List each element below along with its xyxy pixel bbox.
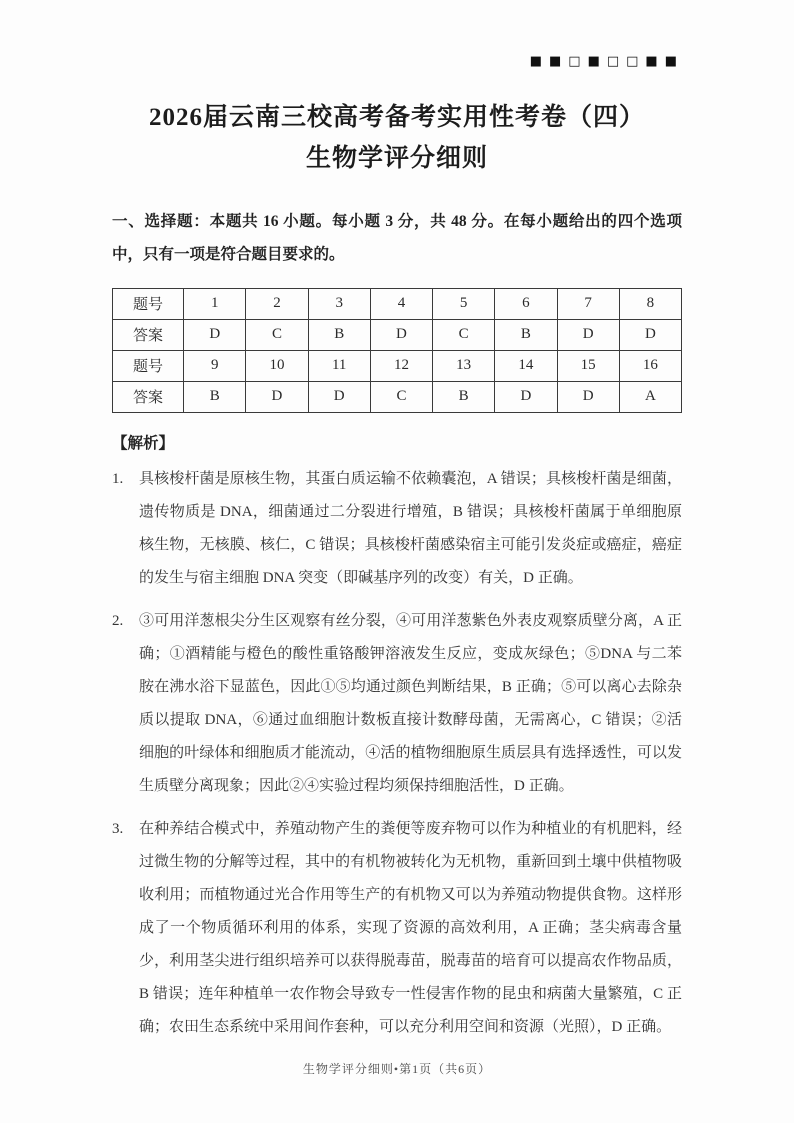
table-cell: D bbox=[370, 319, 432, 350]
table-cell: 15 bbox=[557, 350, 619, 381]
exam-title: 2026届云南三校高考备考实用性考卷（四） bbox=[148, 104, 645, 131]
table-cell: D bbox=[557, 319, 619, 350]
table-cell: 答案 bbox=[113, 319, 184, 350]
table-cell: 14 bbox=[495, 350, 557, 381]
table-cell: B bbox=[184, 381, 246, 412]
item-text: 在种养结合模式中，养殖动物产生的粪便等废弃物可以作为种植业的有机肥料，经过微生物的分解等过程，其中的有机物被转化为无机物，重新回到土壤中供植物吸收利用；而植物通过光合作用等生产的有机物又可以为养殖动物提供食物。这样形成了一个物质循环利用的体系，实现了资源的高效利用，A 正确；茎尖病毒含量少，利用茎尖进行组织培养可以获得脱毒苗，脱毒苗的培育可以提高农作物品质，B 错误；连年种植单一农作物会导致专一性侵害作物的昆虫和病菌大量繁殖，C 正确；农田生态系统中采用间作套种，可以充分利用空间和资源（光照），D 正确。 bbox=[139, 820, 682, 1035]
table-cell: B bbox=[433, 381, 495, 412]
title-block bbox=[112, 0, 682, 179]
analysis-item bbox=[112, 813, 682, 1044]
item-number: 2. bbox=[112, 612, 124, 629]
analysis-item bbox=[112, 605, 682, 803]
table-row bbox=[113, 381, 682, 412]
page-footer: 生物学评分细则•第1页（共6页） bbox=[302, 1062, 492, 1076]
table-cell: 题号 bbox=[113, 288, 184, 319]
print-registration-marks: ■■□■□□■■ bbox=[529, 54, 684, 69]
table-cell: B bbox=[495, 319, 557, 350]
table-cell: C bbox=[370, 381, 432, 412]
table-cell: D bbox=[557, 381, 619, 412]
table-cell: D bbox=[495, 381, 557, 412]
table-cell: 答案 bbox=[113, 381, 184, 412]
table-cell: A bbox=[619, 381, 681, 412]
table-cell: 7 bbox=[557, 288, 619, 319]
table-cell: D bbox=[308, 381, 370, 412]
analysis-item bbox=[112, 463, 682, 595]
table-cell: C bbox=[433, 319, 495, 350]
table-cell: 2 bbox=[246, 288, 308, 319]
table-cell: 11 bbox=[308, 350, 370, 381]
choice-section-intro: 一、选择题：本题共 16 小题。每小题 3 分，共 48 分。在每小题给出的四个选项中，只有一项是符合题目要求的。 bbox=[112, 213, 682, 264]
table-row bbox=[113, 288, 682, 319]
analysis-header: 【解析】 bbox=[112, 434, 175, 452]
table-cell: D bbox=[246, 381, 308, 412]
table-cell: 题号 bbox=[113, 350, 184, 381]
table-cell: 1 bbox=[184, 288, 246, 319]
table-cell: 5 bbox=[433, 288, 495, 319]
table-row bbox=[113, 319, 682, 350]
table-cell: D bbox=[619, 319, 681, 350]
item-text: 具核梭杆菌是原核生物，其蛋白质运输不依赖囊泡，A 错误；具核梭杆菌是细菌，遗传物质是 DNA，细菌通过二分裂进行增殖，B 错误；具核梭杆菌属于单细胞原核生物，无核膜、核仁，C 错误；具核梭杆菌感染宿主可能引发炎症或癌症，癌症的发生与宿主细胞 DNA 突变（即碱基序列的改变）有关，D 正确。 bbox=[139, 470, 682, 586]
item-number: 1. bbox=[112, 470, 124, 487]
table-cell: 6 bbox=[495, 288, 557, 319]
table-cell: 16 bbox=[619, 350, 681, 381]
table-cell: 3 bbox=[308, 288, 370, 319]
item-number: 3. bbox=[112, 820, 124, 837]
table-cell: 12 bbox=[370, 350, 432, 381]
table-cell: 8 bbox=[619, 288, 681, 319]
table-cell: 10 bbox=[246, 350, 308, 381]
table-cell: C bbox=[246, 319, 308, 350]
answer-key-table bbox=[112, 288, 682, 413]
table-cell: 13 bbox=[433, 350, 495, 381]
table-cell: D bbox=[184, 319, 246, 350]
subject-title: 生物学评分细则 bbox=[305, 144, 488, 172]
table-cell: B bbox=[308, 319, 370, 350]
table-cell: 9 bbox=[184, 350, 246, 381]
item-text: ③可用洋葱根尖分生区观察有丝分裂，④可用洋葱紫色外表皮观察质壁分离，A 正确；①酒精能与橙色的酸性重铬酸钾溶液发生反应，变成灰绿色；⑤DNA 与二苯胺在沸水浴下显蓝色，因此①⑤均通过颜色判断结果，B 正确；⑤可以离心去除杂质以提取 DNA，⑥通过血细胞计数板直接计数酵母菌，无需离心，C 错误；②活细胞的叶绿体和细胞质才能流动，④活的植物细胞原生质层具有选择透性，可以发生质壁分离现象；因此②④实验过程均须保持细胞活性，D 正确。 bbox=[139, 612, 682, 794]
table-cell: 4 bbox=[370, 288, 432, 319]
table-row bbox=[113, 350, 682, 381]
